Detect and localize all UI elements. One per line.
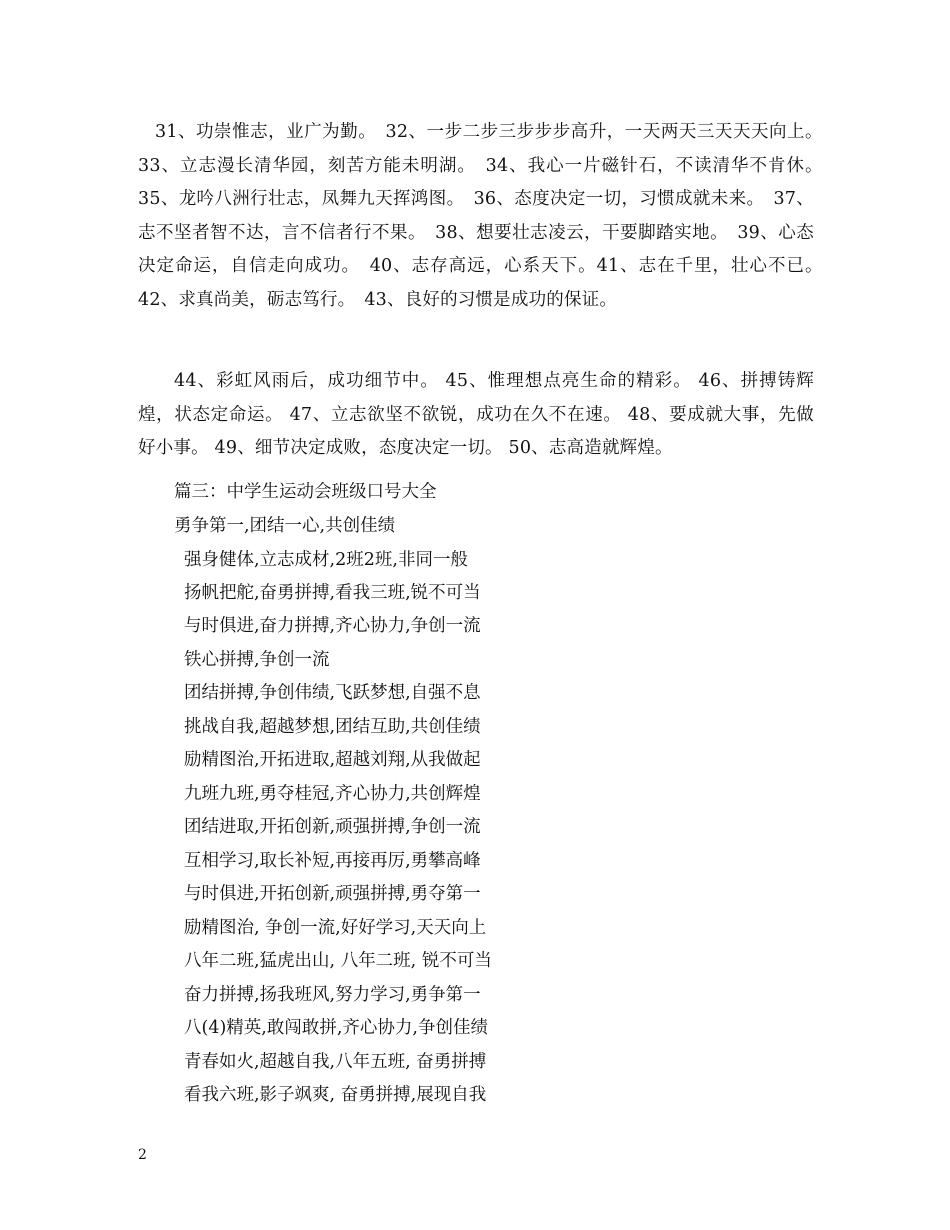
slogan-line: 铁心拼搏,争创一流 (184, 650, 330, 670)
slogan-line: 励精图治,开拓进取,超越刘翔,从我做起 (184, 750, 481, 770)
slogan-line: 扬帆把舵,奋勇拼搏,看我三班,锐不可当 (184, 583, 481, 603)
slogan-line: 奋力拼搏,扬我班风,努力学习,勇争第一 (184, 985, 481, 1005)
slogan-line: 八(4)精英,敢闯敢拼,齐心协力,争创佳绩 (184, 1018, 488, 1038)
slogan-line: 与时俱进,开拓创新,顽强拼搏,勇夺第一 (184, 884, 481, 904)
paragraph-slogans-44-50: 44、彩虹风雨后，成功细节中。 45、惟理想点亮生命的精彩。 46、拼搏铸辉煌，状态定命运。 47、立志欲坚不欲锐，成功在久不在速。 48、要成就大事，先做好小事。 49、细节决定成败，态度决定一切。 50、志高造就辉煌。 (138, 371, 814, 458)
slogan-line: 看我六班,影子飒爽, 奋勇拼搏,展现自我 (184, 1085, 487, 1105)
slogan-line: 挑战自我,超越梦想,团结互助,共创佳绩 (184, 717, 481, 737)
slogan-line: 九班九班,勇夺桂冠,齐心协力,共创辉煌 (184, 784, 481, 804)
slogan-line: 八年二班,猛虎出山, 八年二班, 锐不可当 (184, 951, 492, 971)
section-title: 篇三：中学生运动会班级口号大全 (174, 482, 437, 502)
page-number: 2 (138, 1147, 147, 1163)
paragraph-slogans-31-43: 31、功崇惟志，业广为勤。 32、一步二步三步步步高升，一天两天三天天天向上。 33、立志漫长清华园，刻苦方能未明湖。 34、我心一片磁针石，不读清华不肯休。 35、龙吟八洲行壮志，凤舞九天挥鸿图。 36、态度决定一切，习惯成就未来。 37、志不坚者智不达，言不信者行不果。 38、想要壮志凌云，干要脚踏实地。 39、心态决定命运，自信走向成功。 40、志存高远，心系天下。41、志在千里，壮心不已。 42、求真尚美，砺志笃行。 43、良好的习惯是成功的保证。 (138, 122, 832, 310)
slogan-line: 强身健体,立志成材,2班2班,非同一般 (184, 550, 468, 570)
slogan-line: 互相学习,取长补短,再接再厉,勇攀高峰 (184, 851, 481, 871)
slogan-line: 勇争第一,团结一心,共创佳绩 (174, 516, 396, 536)
slogan-line: 团结拼搏,争创伟绩,飞跃梦想,自强不息 (184, 683, 481, 703)
slogan-line: 青春如火,超越自我,八年五班, 奋勇拼搏 (184, 1052, 487, 1072)
slogan-line: 励精图治, 争创一流,好好学习,天天向上 (184, 918, 487, 938)
slogan-line: 与时俱进,奋力拼搏,齐心协力,争创一流 (184, 616, 481, 636)
slogan-line: 团结进取,开拓创新,顽强拼搏,争创一流 (184, 817, 481, 837)
